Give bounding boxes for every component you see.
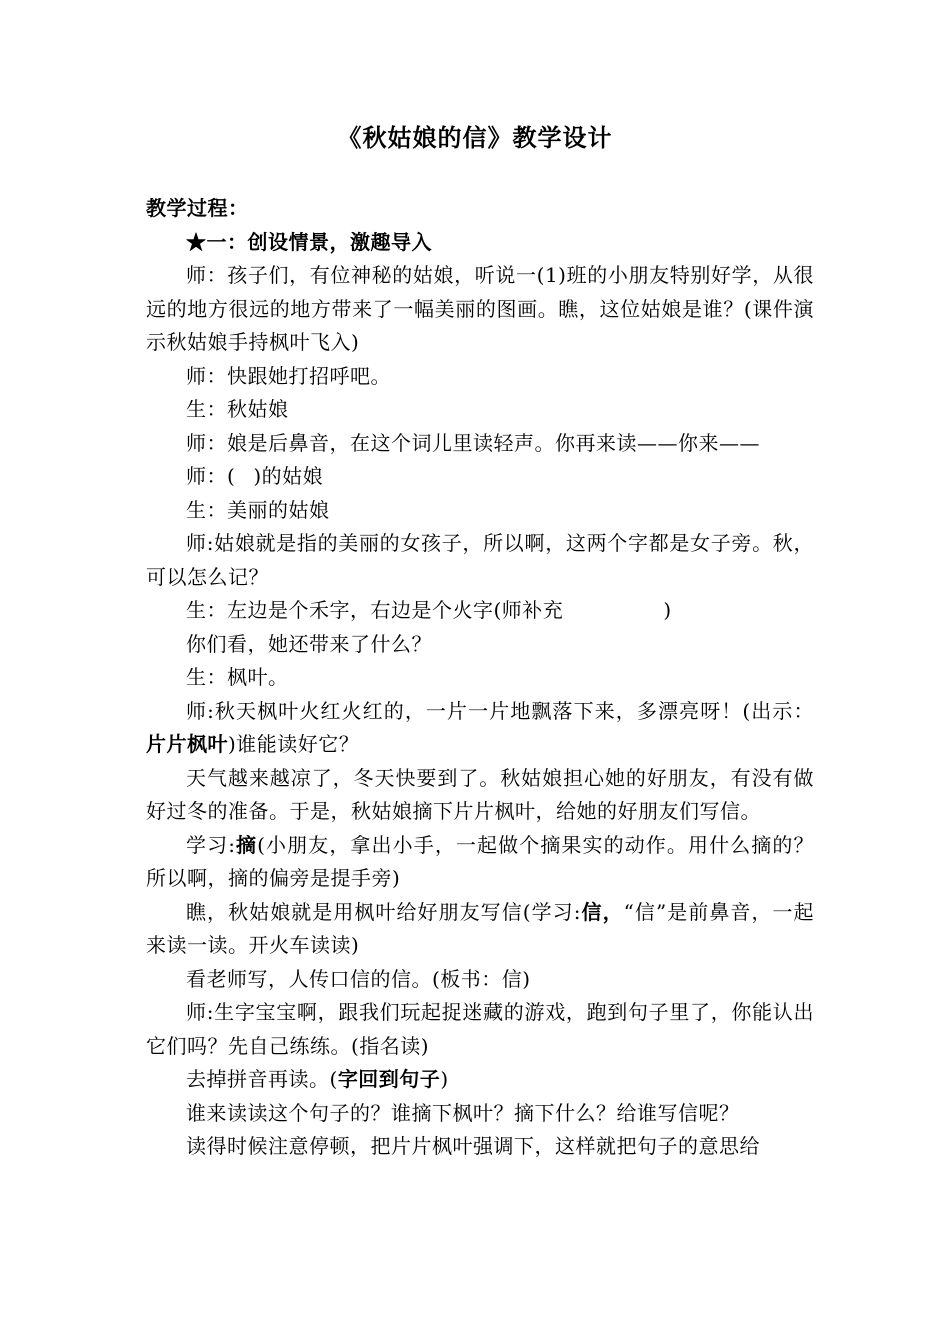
paragraph: 师：娘是后鼻音，在这个词儿里读轻声。你再来读——你来—— xyxy=(186,430,760,455)
bold-text: 字回到句子 xyxy=(337,1067,441,1091)
paragraph xyxy=(146,829,814,896)
paragraph-text: 学习: xyxy=(186,832,236,857)
paragraph-text: 去掉拼音再读。( xyxy=(186,1067,338,1091)
paragraph: 谁来读读这个句子的？谁摘下枫叶？摘下什么？给谁写信呢？ xyxy=(186,1100,740,1125)
paragraph: 看老师写，人传口信的信。(板书：信) xyxy=(186,966,531,991)
paragraph-text: )的姑娘 xyxy=(253,464,324,488)
document-body xyxy=(146,192,814,1164)
paragraph xyxy=(146,896,814,963)
paragraph: 天气越来越凉了，冬天快要到了。秋姑娘担心她的好朋友，有没有做好过冬的准备。于是，秋姑娘摘下片片枫叶，给她的好朋友们写信。 xyxy=(146,765,814,823)
bold-text: 片片枫叶 xyxy=(146,732,228,756)
paragraph: 读得时候注意停顿，把片片枫叶强调下，这样就把句子的意思给 xyxy=(186,1134,760,1158)
paragraph xyxy=(146,1063,814,1097)
paragraph-text: ) xyxy=(663,598,672,622)
paragraph xyxy=(146,594,814,628)
paragraph-text: 师:秋天枫叶火红火红的，一片一片地飘落下来，多漂亮呀！(出示： xyxy=(186,698,814,723)
paragraph: 师：快跟她打招呼吧。 xyxy=(186,363,391,388)
section-heading: 教学过程： xyxy=(146,196,249,220)
paragraph: 生：枫叶。 xyxy=(186,665,289,689)
paragraph: 生：秋姑娘 xyxy=(186,397,289,421)
paragraph: 师：孩子们，有位神秘的姑娘，听说一(1)班的小朋友特别好学，从很远的地方很远的地方带来了一幅美丽的图画。瞧，这位姑娘是谁？(课件演示秋姑娘手持枫叶飞入) xyxy=(146,263,814,354)
paragraph: 生：美丽的姑娘 xyxy=(186,497,330,522)
paragraph xyxy=(146,460,814,494)
bold-text: 信， xyxy=(580,899,624,924)
paragraph-text: 生：左边是个禾字，右边是个火字(师补充 xyxy=(186,598,564,622)
paragraph-text: )谁能读好它？ xyxy=(228,732,360,756)
bold-text: 摘 xyxy=(235,832,258,857)
step-heading: ★一：创设情景，激趣导入 xyxy=(186,229,432,254)
document-title: 《秋姑娘的信》教学设计 xyxy=(337,123,613,152)
paragraph-text: ) xyxy=(440,1067,449,1091)
paragraph-text: 瞧，秋姑娘就是用枫叶给好朋友写信(学习: xyxy=(186,899,581,924)
paragraph: 你们看，她还带来了什么？ xyxy=(186,631,432,656)
paragraph: 师:生字宝宝啊，跟我们玩起捉迷藏的游戏，跑到句子里了，你能认出它们吗？先自己练练。(指名读) xyxy=(146,1000,814,1058)
paragraph: 师:姑娘就是指的美丽的女孩子，所以啊，这两个字都是女子旁。秋，可以怎么记？ xyxy=(146,531,814,589)
paragraph xyxy=(146,695,814,762)
paragraph-text: (小朋友，拿出小手，一起做个摘果实的动作。用什么摘的？所以啊，摘的偏旁是提手旁) xyxy=(146,832,814,890)
paragraph-text: “信”是前鼻音，一起来读一读。开火车读读) xyxy=(146,899,815,957)
paragraph-text: 师：( xyxy=(186,464,236,488)
